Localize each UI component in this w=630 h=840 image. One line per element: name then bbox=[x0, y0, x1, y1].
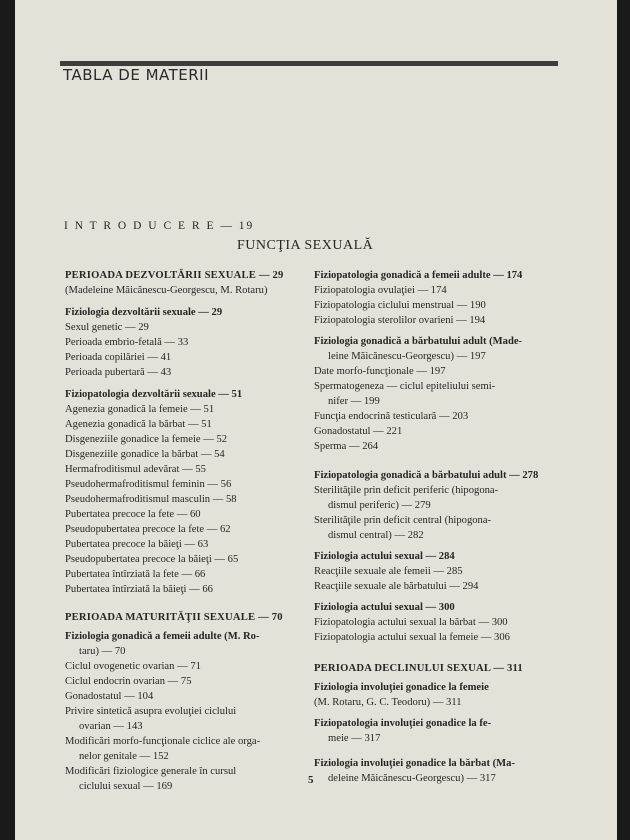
toc-entry: Privire sintetică asupra evoluţiei ciclului bbox=[65, 706, 237, 717]
toc-entry: Fiziologia dezvoltării sexuale — 29 bbox=[65, 307, 223, 318]
toc-entry: Sperma — 264 bbox=[314, 441, 379, 452]
toc-entry: PERIOADA DEZVOLTĂRII SEXUALE — 29 bbox=[65, 270, 284, 281]
toc-entry: Fiziopatologia involuţiei gonadice la fe- bbox=[314, 718, 492, 729]
toc-entry: Modificări morfo-funcţionale ciclice ale orga- bbox=[65, 736, 261, 747]
toc-entry: Ciclul endocrin ovarian — 75 bbox=[65, 676, 192, 687]
toc-entry: Fiziopatologia sterolilor ovarieni — 194 bbox=[314, 315, 486, 326]
toc-entry: Fiziologia gonadică a femeii adulte (M. Ro- bbox=[65, 631, 260, 642]
toc-entry: Gonadostatul — 221 bbox=[314, 426, 403, 437]
toc-entry: Fiziologia actului sexual — 300 bbox=[314, 602, 455, 613]
toc-entry: Fiziologia gonadică a bărbatului adult (Made- bbox=[314, 336, 523, 347]
toc-entry: dismul periferic) — 279 bbox=[328, 500, 431, 511]
toc-entry: meie — 317 bbox=[328, 733, 381, 744]
toc-entry: Perioada pubertară — 43 bbox=[65, 367, 172, 378]
toc-entry: Disgeneziile gonadice la bărbat — 54 bbox=[65, 449, 225, 460]
toc-entry: Pubertatea precoce la băieţi — 63 bbox=[65, 539, 209, 550]
toc-entry: Perioada embrio-fetală — 33 bbox=[65, 337, 189, 348]
toc-title: TABLA DE MATERII bbox=[63, 66, 210, 84]
toc-entry: Fiziopatologia dezvoltării sexuale — 51 bbox=[65, 389, 243, 400]
toc-entry: ovarian — 143 bbox=[79, 721, 143, 732]
toc-entry: Pseudohermafroditismul masculin — 58 bbox=[65, 494, 237, 505]
toc-entry: Fiziologia involuţiei gonadice la femeie bbox=[314, 682, 489, 693]
toc-entry: Modificări fiziologice generale în cursul bbox=[65, 766, 237, 777]
toc-entry: (Madeleine Măicănescu-Georgescu, M. Rotaru) bbox=[65, 285, 268, 296]
toc-entry: Agenezia gonadică la femeie — 51 bbox=[65, 404, 215, 415]
toc-entry: Fiziopatologia gonadică a femeii adulte — 174 bbox=[314, 270, 523, 281]
toc-entry: Pubertatea întîrziată la fete — 66 bbox=[65, 569, 206, 580]
toc-entry: Reacţiile sexuale ale bărbatului — 294 bbox=[314, 581, 479, 592]
toc-entry: Disgeneziile gonadice la femeie — 52 bbox=[65, 434, 228, 445]
page-number: 5 bbox=[308, 774, 314, 786]
toc-entry: taru) — 70 bbox=[79, 646, 126, 657]
toc-entry: Fiziologia actului sexual — 284 bbox=[314, 551, 455, 562]
toc-entry: Fiziopatologia ovulaţiei — 174 bbox=[314, 285, 447, 296]
toc-entry: Perioada copilăriei — 41 bbox=[65, 352, 172, 363]
toc-entry: Reacţiile sexuale ale femeii — 285 bbox=[314, 566, 463, 577]
toc-entry: Pubertatea precoce la fete — 60 bbox=[65, 509, 201, 520]
toc-entry: Ciclul ovogenetic ovarian — 71 bbox=[65, 661, 201, 672]
toc-entry: dismul central) — 282 bbox=[328, 530, 424, 541]
toc-entry: Pseudopubertatea precoce la fete — 62 bbox=[65, 524, 231, 535]
toc-entry: Date morfo-funcţionale — 197 bbox=[314, 366, 446, 377]
toc-entry: Fiziopatologia ciclului menstrual — 190 bbox=[314, 300, 486, 311]
toc-entry: Fiziopatologia actului sexual la bărbat — 300 bbox=[314, 617, 508, 628]
toc-right-column bbox=[314, 268, 564, 786]
toc-entry: Gonadostatul — 104 bbox=[65, 691, 154, 702]
toc-entry: Pseudohermafroditismul feminin — 56 bbox=[65, 479, 232, 490]
toc-left-column bbox=[65, 268, 315, 794]
toc-entry: Pubertatea întîrziată la băieţi — 66 bbox=[65, 584, 213, 595]
toc-entry: leine Măicănescu-Georgescu) — 197 bbox=[328, 351, 486, 362]
toc-entry: Funcţia endocrină testiculară — 203 bbox=[314, 411, 469, 422]
toc-entry: ciclului sexual — 169 bbox=[79, 781, 173, 792]
toc-entry: Sexul genetic — 29 bbox=[65, 322, 149, 333]
toc-entry: nelor genitale — 152 bbox=[79, 751, 169, 762]
toc-entry: Fiziopatologia gonadică a bărbatului adult — 278 bbox=[314, 470, 539, 481]
toc-entry: deleine Măicănescu-Georgescu) — 317 bbox=[328, 773, 496, 784]
book-page bbox=[15, 0, 617, 840]
toc-entry: Pseudopubertatea precoce la băieţi — 65 bbox=[65, 554, 239, 565]
toc-entry: PERIOADA DECLINULUI SEXUAL — 311 bbox=[314, 663, 523, 674]
toc-entry: Sterilităţile prin deficit periferic (hipogona- bbox=[314, 485, 499, 496]
toc-entry: Hermafroditismul adevărat — 55 bbox=[65, 464, 206, 475]
toc-entry: (M. Rotaru, G. C. Teodoru) — 311 bbox=[314, 697, 462, 708]
toc-entry: nifer — 199 bbox=[328, 396, 380, 407]
toc-entry: Sterilităţile prin deficit central (hipogona- bbox=[314, 515, 492, 526]
toc-entry: Agenezia gonadică la bărbat — 51 bbox=[65, 419, 212, 430]
toc-entry: PERIOADA MATURITĂŢII SEXUALE — 70 bbox=[65, 612, 283, 623]
toc-entry: Fiziologia involuţiei gonadice la bărbat (Ma- bbox=[314, 758, 515, 769]
section-title: FUNCŢIA SEXUALĂ bbox=[237, 238, 374, 253]
toc-entry: Fiziopatologia actului sexual la femeie — 306 bbox=[314, 632, 510, 643]
toc-entry: Spermatogeneza — ciclul epiteliului semi- bbox=[314, 381, 496, 392]
intro-entry: I N T R O D U C E R E — 19 bbox=[64, 220, 255, 232]
